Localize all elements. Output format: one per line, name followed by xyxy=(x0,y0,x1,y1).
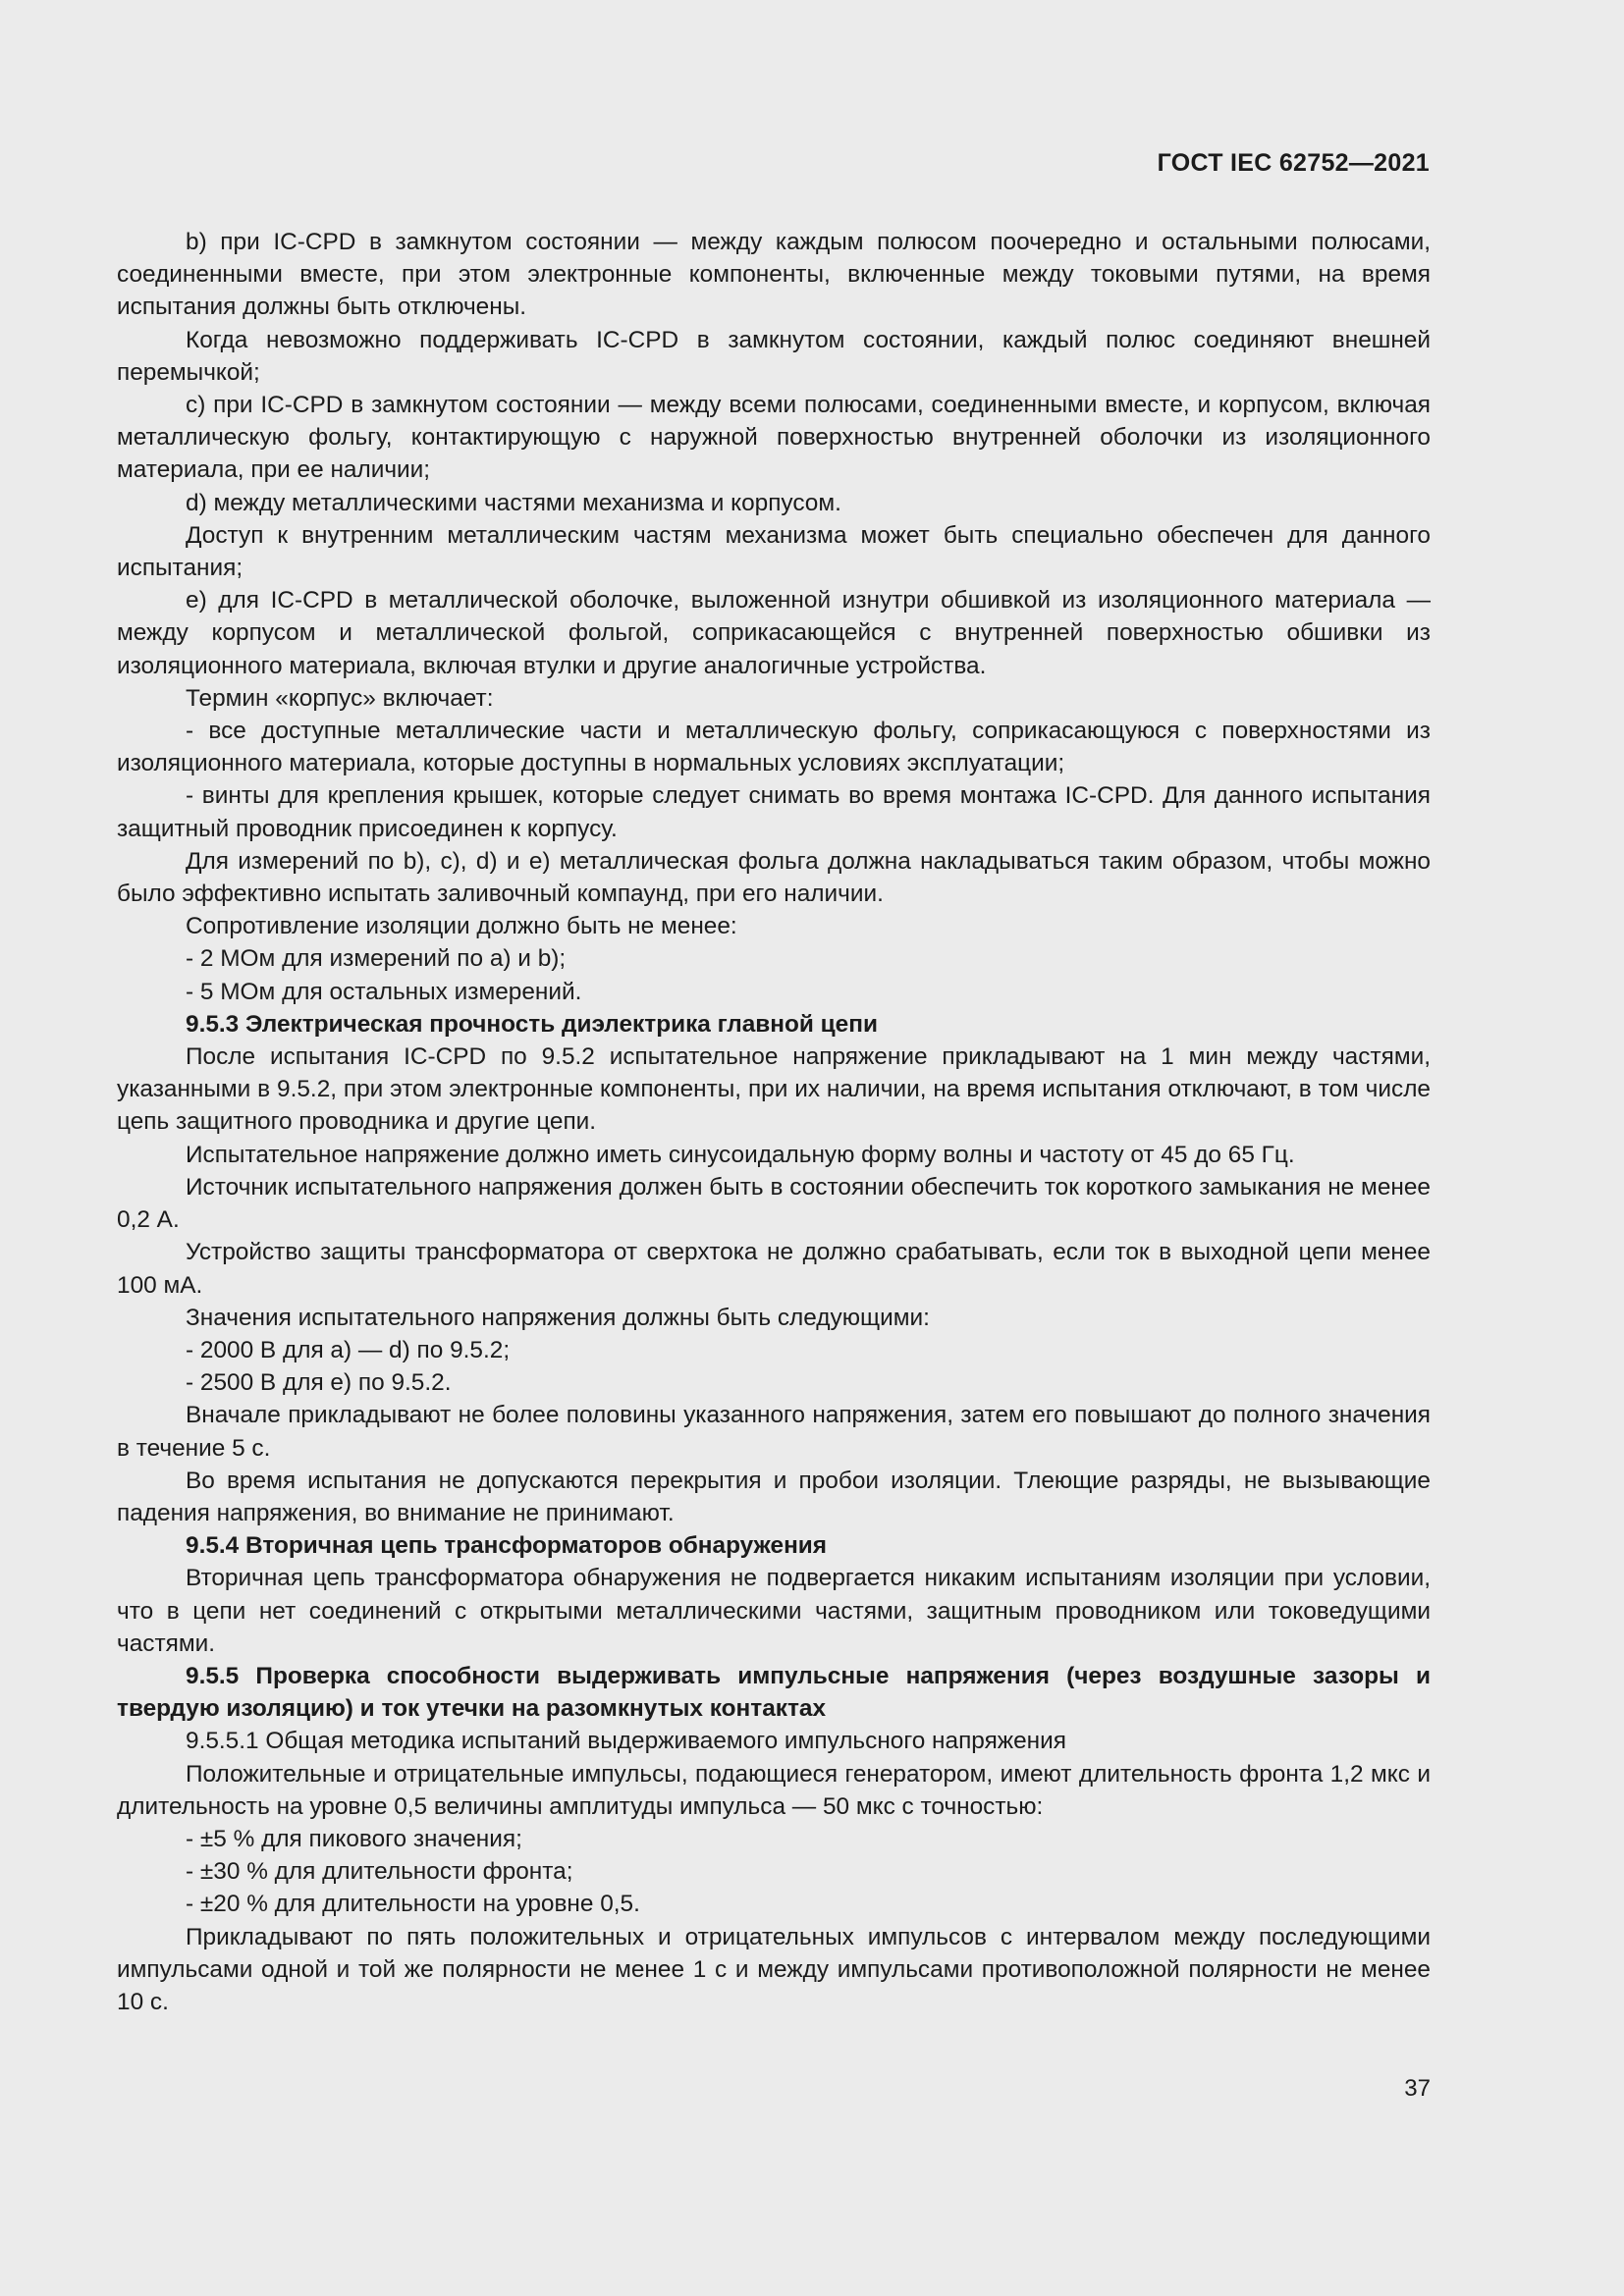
paragraph: Источник испытательного напряжения должен быть в состоянии обеспечить ток короткого замыкания не менее 0,2 А. xyxy=(117,1173,1431,1234)
paragraph: - винты для крепления крышек, которые следует снимать во время монтажа IC-CPD. Для данного испытания защитный проводник присоединен к корпусу. xyxy=(117,782,1431,842)
paragraph: - ±30 % для длительности фронта; xyxy=(186,1858,573,1886)
section-heading: 9.5.4 Вторичная цепь трансформаторов обнаружения xyxy=(186,1532,828,1560)
paragraph: - ±5 % для пикового значения; xyxy=(186,1825,522,1852)
paragraph: Испытательное напряжение должно иметь синусоидальную форму волны и частоту от 45 до 65 Гц. xyxy=(186,1141,1295,1168)
paragraph: Во время испытания не допускаются перекрытия и пробои изоляции. Тлеющие разряды, не вызывающие падения напряжения, во внимание не принимают. xyxy=(117,1467,1431,1526)
paragraph: - 2500 В для e) по 9.5.2. xyxy=(186,1369,452,1397)
paragraph: d) между металлическими частями механизма и корпусом. xyxy=(186,489,841,516)
paragraph: Значения испытательного напряжения должны быть следующими: xyxy=(186,1304,930,1331)
paragraph: Для измерений по b), c), d) и e) металлическая фольга должна накладываться таким образом, чтобы можно было эффективно испытать заливочный компаунд, при его наличии. xyxy=(117,847,1431,908)
standard-header: ГОСТ IEC 62752—2021 xyxy=(1157,149,1430,177)
paragraph: Положительные и отрицательные импульсы, подающиеся генератором, имеют длительность фронта 1,2 мкс и длительность на уровне 0,5 величины амплитуды импульса — 50 мкс с точностью: xyxy=(117,1760,1431,1820)
section-heading: 9.5.5 Проверка способности выдерживать импульсные напряжения (через воздушные зазоры и твердую изоляцию) и ток утечки на разомкнутых контактах xyxy=(117,1662,1431,1723)
subsection-title: 9.5.5.1 Общая методика испытаний выдерживаемого импульсного напряжения xyxy=(186,1728,1066,1755)
paragraph: После испытания IC-CPD по 9.5.2 испытательное напряжение прикладывают на 1 мин между частями, указанными в 9.5.2, при этом электронные компоненты, при их наличии, на время испытания отключают, в том числе цепь защитного проводника и другие цепи. xyxy=(117,1043,1431,1136)
paragraph: - 2 МОм для измерений по a) и b); xyxy=(186,945,567,973)
paragraph: e) для IC-CPD в металлической оболочке, выложенной изнутри обшивкой из изоляционного материала — между корпусом и металлической фольгой, соприкасающейся с внутренней поверхностью обшивки из изоляционного материала, включая втулки и другие аналогичные устройства. xyxy=(117,587,1431,679)
paragraph: Вначале прикладывают не более половины указанного напряжения, затем его повышают до полного значения в течение 5 с. xyxy=(117,1402,1431,1462)
paragraph: - все доступные металлические части и металлическую фольгу, соприкасающуюся с поверхностями из изоляционного материала, которые доступны в нормальных условиях эксплуатации; xyxy=(117,718,1431,777)
paragraph: - 2000 В для a) — d) по 9.5.2; xyxy=(186,1336,511,1363)
paragraph: Термин «корпус» включает: xyxy=(186,684,494,712)
paragraph: - 5 МОм для остальных измерений. xyxy=(186,978,582,1005)
page-number: 37 xyxy=(1404,2075,1431,2102)
paragraph: Устройство защиты трансформатора от сверхтока не должно срабатывать, если ток в выходной цепи менее 100 мА. xyxy=(117,1239,1431,1299)
paragraph: Когда невозможно поддерживать IC-CPD в замкнутом состоянии, каждый полюс соединяют внешней перемычкой; xyxy=(117,326,1431,386)
section-heading: 9.5.3 Электрическая прочность диэлектрика главной цепи xyxy=(186,1010,878,1038)
paragraph: Сопротивление изоляции должно быть не менее: xyxy=(186,913,737,940)
paragraph: b) при IC-CPD в замкнутом состоянии — между каждым полюсом поочередно и остальными полюсами, соединенными вместе, при этом электронные компоненты, включенные между токовыми путями, на время испытания должны быть отключены. xyxy=(117,229,1431,321)
paragraph: c) при IC-CPD в замкнутом состоянии — между всеми полюсами, соединенными вместе, и корпусом, включая металлическую фольгу, контактирующую с наружной поверхностью внутренней оболочки из изоляционного материала, при ее наличии; xyxy=(117,392,1431,484)
paragraph: - ±20 % для длительности на уровне 0,5. xyxy=(186,1891,640,1918)
paragraph: Доступ к внутренним металлическим частям механизма может быть специально обеспечен для данного испытания; xyxy=(117,521,1431,582)
paragraph: Вторичная цепь трансформатора обнаружения не подвергается никаким испытаниям изоляции при условии, что в цепи нет соединений с открытыми металлическими частями, защитным проводником или токоведущими частями. xyxy=(117,1565,1431,1657)
paragraph: Прикладывают по пять положительных и отрицательных импульсов с интервалом между последующими импульсами одной и той же полярности не менее 1 с и между импульсами противоположной полярности не менее 10 с. xyxy=(117,1923,1431,2015)
document-body xyxy=(117,226,1431,2018)
